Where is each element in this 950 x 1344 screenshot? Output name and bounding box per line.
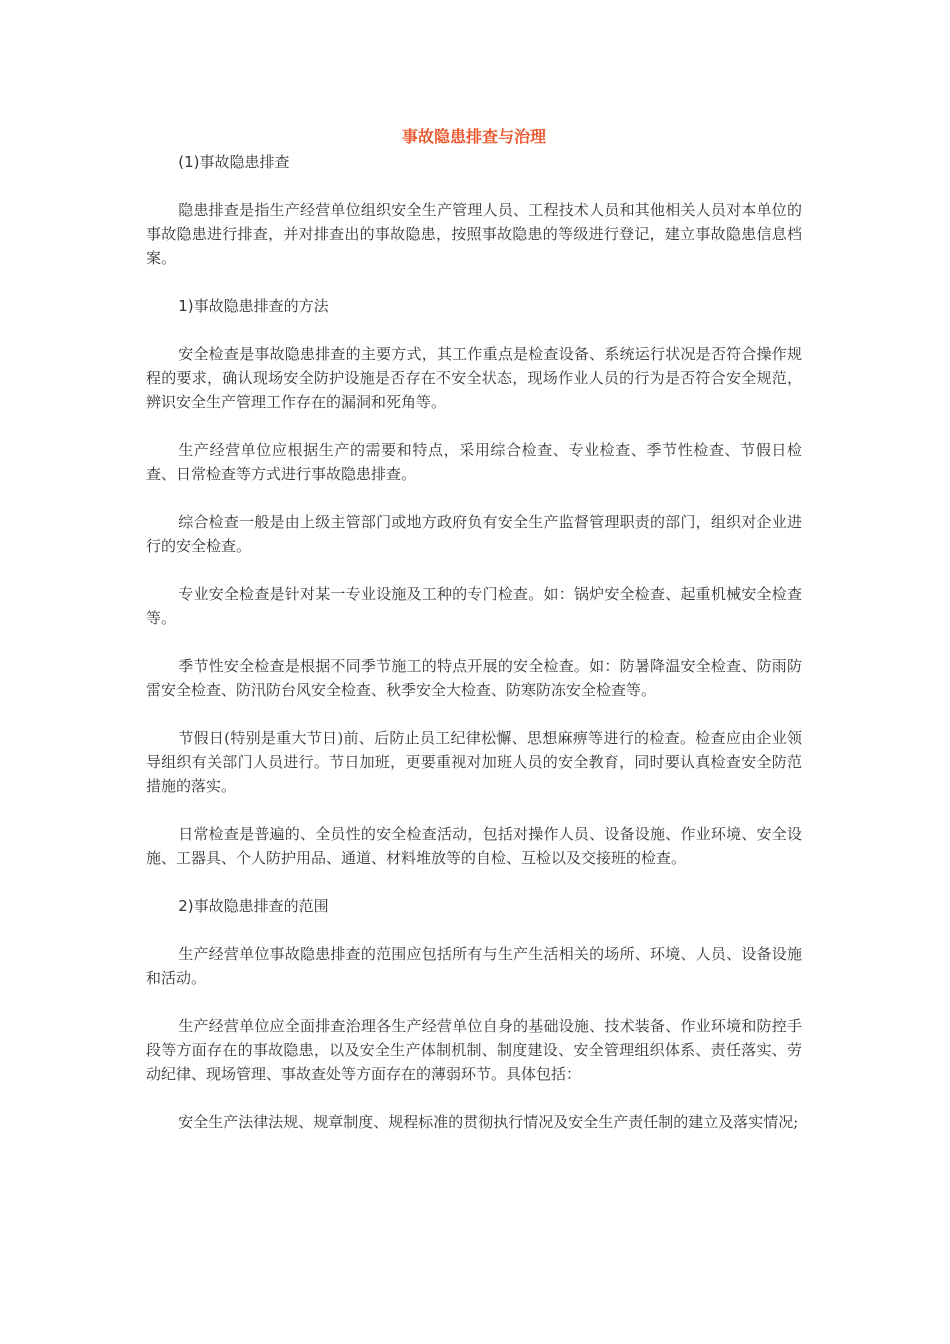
document-page	[146, 124, 802, 1158]
paragraph: 隐患排查是指生产经营单位组织安全生产管理人员、工程技术人员和其他相关人员对本单位的事故隐患进行排查，并对排查出的事故隐患，按照事故隐患的等级进行登记，建立事故隐患信息档案。	[146, 201, 802, 267]
document-title: 事故隐患排查与治理	[401, 127, 546, 146]
paragraph: 生产经营单位应全面排查治理各生产经营单位自身的基础设施、技术装备、作业环境和防控手段等方面存在的事故隐患，以及安全生产体制机制、制度建设、安全管理组织体系、责任落实、劳动纪律、现场管理、事故查处等方面存在的薄弱环节。具体包括：	[146, 1017, 802, 1083]
section-heading-method: 1)事故隐患排查的方法	[178, 297, 329, 315]
paragraph: 日常检查是普遍的、全员性的安全检查活动，包括对操作人员、设备设施、作业环境、安全设施、工器具、个人防护用品、通道、材料堆放等的自检、互检以及交接班的检查。	[146, 825, 802, 867]
paragraph: 季节性安全检查是根据不同季节施工的特点开展的安全检查。如：防暑降温安全检查、防雨防雷安全检查、防汛防台风安全检查、秋季安全大检查、防寒防冻安全检查等。	[146, 657, 802, 699]
paragraph: 专业安全检查是针对某一专业设施及工种的专门检查。如：锅炉安全检查、起重机械安全检查等。	[146, 585, 802, 627]
paragraph: 综合检查一般是由上级主管部门或地方政府负有安全生产监督管理职责的部门，组织对企业进行的安全检查。	[146, 513, 802, 555]
paragraph: 节假日(特别是重大节日)前、后防止员工纪律松懈、思想麻痹等进行的检查。检查应由企业领导组织有关部门人员进行。节日加班，更要重视对加班人员的安全教育，同时要认真检查安全防范措施的落实。	[146, 729, 802, 795]
paragraph: 生产经营单位事故隐患排查的范围应包括所有与生产生活相关的场所、环境、人员、设备设施和活动。	[146, 945, 802, 987]
section-heading-scope: 2)事故隐患排查的范围	[178, 897, 329, 915]
section-heading-1: (1)事故隐患排查	[178, 153, 290, 171]
paragraph: 生产经营单位应根据生产的需要和特点，采用综合检查、专业检查、季节性检查、节假日检查、日常检查等方式进行事故隐患排查。	[146, 441, 802, 483]
paragraph: 安全检查是事故隐患排查的主要方式，其工作重点是检查设备、系统运行状况是否符合操作规程的要求，确认现场安全防护设施是否存在不安全状态，现场作业人员的行为是否符合安全规范，辨识安全生产管理工作存在的漏洞和死角等。	[146, 345, 802, 411]
paragraph: 安全生产法律法规、规章制度、规程标准的贯彻执行情况及安全生产责任制的建立及落实情况;	[178, 1113, 799, 1131]
